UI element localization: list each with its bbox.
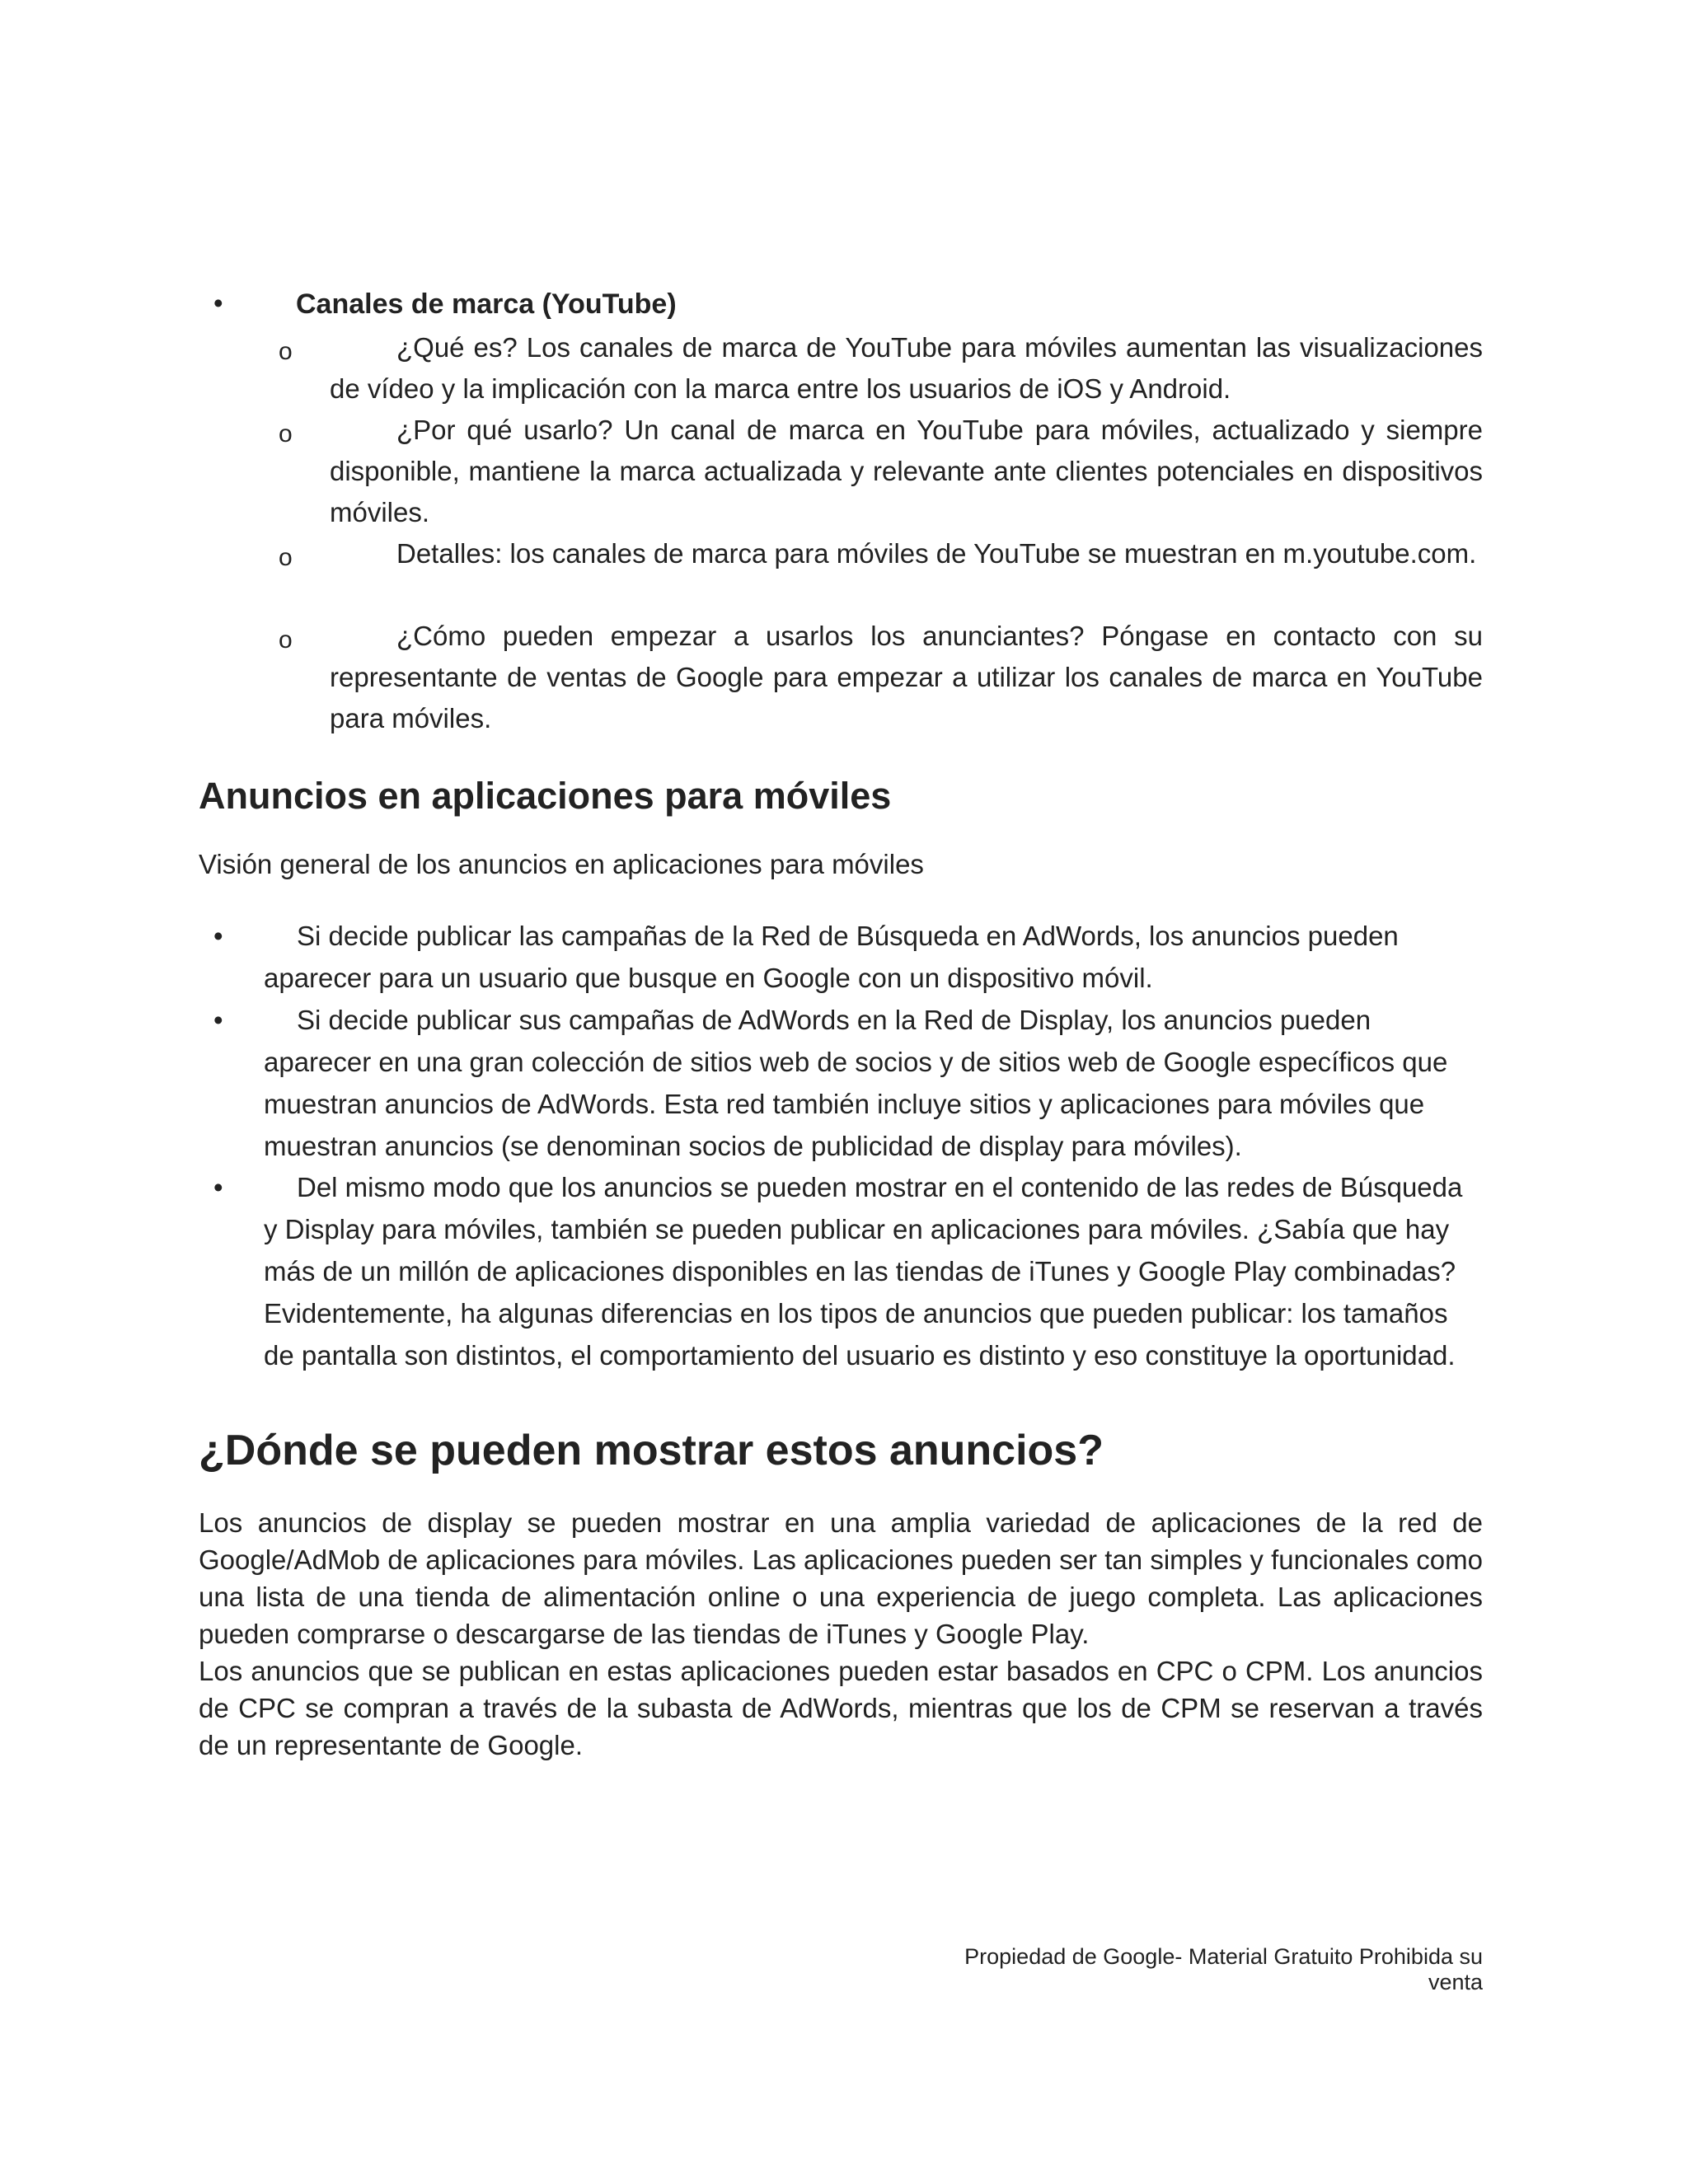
paragraph: Los anuncios de display se pueden mostrar en una amplia variedad de aplicaciones de la red de Google/AdMob de aplicaciones para móviles. Las aplicaciones pueden ser tan simples y funcionales como una lista de una tienda de alimentación online o una experiencia de juego completa. Las aplicaciones pueden comprarse o descargarse de las tiendas de iTunes y Google Play.	[199, 1507, 1483, 1649]
sublist-item: ¿Qué es? Los canales de marca de YouTube para móviles aumentan las visualizaciones de vídeo y la implicación con la marca entre los usuarios de iOS y Android.	[330, 332, 1483, 404]
bullet-marker: •	[213, 288, 223, 318]
sub-bullet-marker: o	[279, 338, 293, 365]
section-title-canales: Canales de marca (YouTube)	[296, 288, 677, 320]
sublist-item: ¿Por qué usarlo? Un canal de marca en YouTube para móviles, actualizado y siempre disponible, mantiene la marca actualizada y relevante ante clientes potenciales en dispositivos móviles.	[330, 415, 1483, 527]
bullet-marker: •	[213, 921, 223, 951]
sublist-item: ¿Cómo pueden empezar a usarlos los anunciantes? Póngase en contacto con su representante de ventas de Google para empezar a utilizar los canales de marca en YouTube para móviles.	[330, 621, 1483, 733]
sub-bullet-marker: o	[279, 544, 293, 571]
page-footer: Propiedad de Google- Material Gratuito Prohibida su venta	[964, 1944, 1483, 1994]
list-item: Si decide publicar las campañas de la Red de Búsqueda en AdWords, los anuncios pueden aparecer para un usuario que busque en Google con un dispositivo móvil.	[264, 921, 1399, 993]
paragraph: Los anuncios que se publican en estas aplicaciones pueden estar basados en CPC o CPM. Los anuncios de CPC se compran a través de la subasta de AdWords, mientras que los de CPM se reservan a través de un representante de Google.	[199, 1656, 1483, 1760]
section-intro: Visión general de los anuncios en aplicaciones para móviles	[199, 849, 924, 879]
sub-bullet-marker: o	[279, 420, 293, 448]
list-item: Del mismo modo que los anuncios se pueden mostrar en el contenido de las redes de Búsqueda y Display para móviles, también se pueden publicar en aplicaciones para móviles. ¿Sabía que hay más de un millón de aplicaciones disponibles en las tiendas de iTunes y Google Play combinadas? Evidentemente, ha algunas diferencias en los tipos de anuncios que pueden publicar: los tamaños de pantalla son distintos, el comportamiento del usuario es distinto y eso constituye la oportunidad.	[264, 1172, 1463, 1371]
bullet-marker: •	[213, 1005, 223, 1035]
sublist-item: Detalles: los canales de marca para móviles de YouTube se muestran en m.youtube.com.	[396, 538, 1477, 569]
section-heading-donde: ¿Dónde se pueden mostrar estos anuncios?	[199, 1427, 1104, 1474]
list-item: Si decide publicar sus campañas de AdWords en la Red de Display, los anuncios pueden aparecer en una gran colección de sitios web de socios y de sitios web de Google específicos que muestran anuncios de AdWords. Esta red también incluye sitios y aplicaciones para móviles que muestran anuncios (se denominan socios de publicidad de display para móviles).	[264, 1005, 1448, 1161]
section-heading-anuncios-apps: Anuncios en aplicaciones para móviles	[199, 775, 892, 817]
body-paragraphs	[199, 1504, 1483, 1764]
bullet-marker: •	[213, 1172, 223, 1202]
sub-bullet-marker: o	[279, 626, 293, 654]
